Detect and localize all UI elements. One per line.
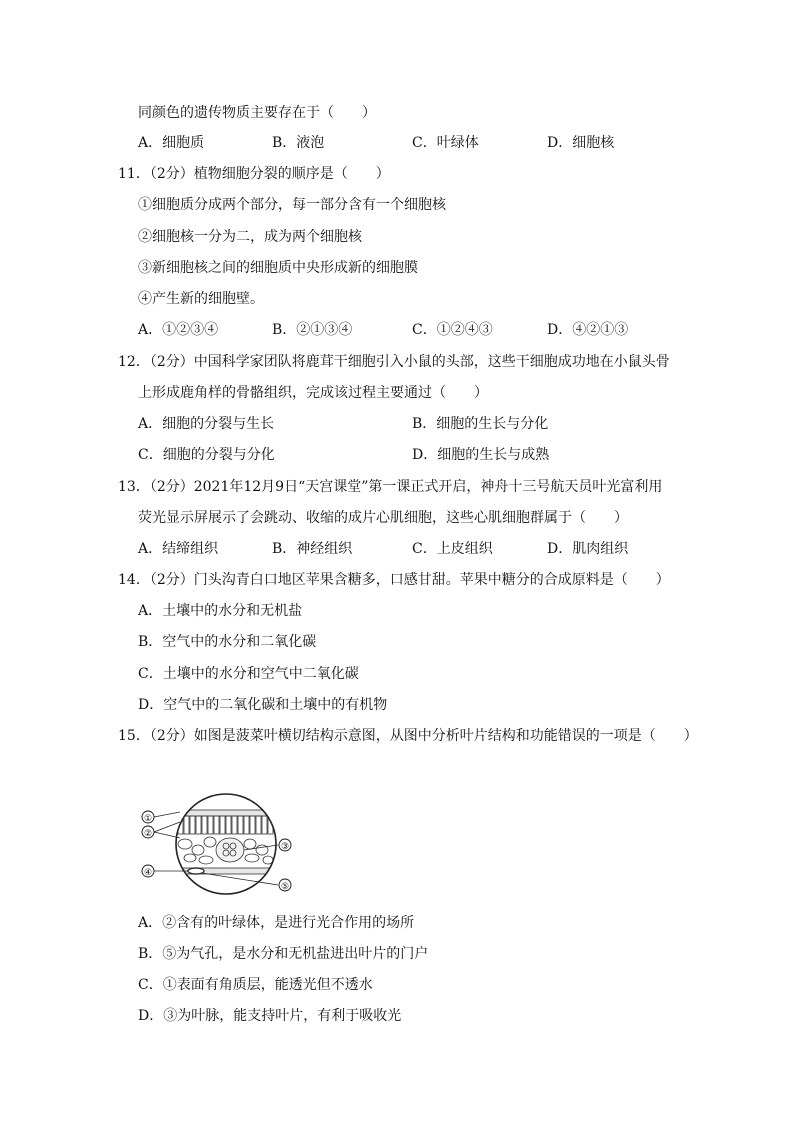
q13-stem-continuation: 荧光显示屏展示了会跳动、收缩的成片心肌细胞，这些心肌细胞群属于（ ） (138, 510, 628, 526)
q14-stem: 14．（2分）门头沟青白口地区苹果含糖多，口感甘甜。苹果中糖分的合成原料是（ ） (118, 572, 670, 588)
q13-option-d: D．肌肉组织 (547, 541, 629, 557)
q15-option-d: D．③为叶脉，能支持叶片，有利于吸收光 (138, 1008, 402, 1024)
q12-stem: 12．（2分）中国科学家团队将鹿茸干细胞引入小鼠的头部，这些干细胞成功地在小鼠头骨 (118, 354, 670, 370)
q10-option-c: C．叶绿体 (412, 135, 479, 151)
q13-stem: 13．（2分）2021年12月9日“天宫课堂”第一课正式开启，神舟十三号航天员叶光富利用 (118, 479, 663, 495)
diagram-label-5: ⑤ (280, 882, 290, 892)
q10-option-a: A．细胞质 (138, 135, 205, 151)
q14-option-d: D．空气中的二氧化碳和土壤中的有机物 (138, 697, 388, 713)
q11-step-2: ②细胞核一分为二，成为两个细胞核 (138, 229, 362, 245)
q13-option-b: B．神经组织 (272, 541, 353, 557)
diagram-label-3: ③ (280, 842, 290, 852)
q11-option-b: B．②①③④ (272, 322, 353, 338)
q10-option-b: B．液泡 (272, 135, 325, 151)
q13-option-a: A．结缔组织 (138, 541, 219, 557)
q11-option-d: D．④②①③ (547, 322, 629, 338)
q12-stem-continuation: 上形成鹿角样的骨骼组织，完成该过程主要通过（ ） (138, 385, 488, 401)
q12-option-d: D．细胞的生长与成熟 (412, 447, 550, 463)
leaf-cross-section-diagram (140, 792, 300, 900)
stoma (188, 868, 204, 874)
q11-option-a: A．①②③④ (138, 322, 219, 338)
q15-option-a: A．②含有的叶绿体，是进行光合作用的场所 (138, 915, 415, 931)
q13-option-c: C．上皮组织 (412, 541, 493, 557)
diagram-label-4: ④ (143, 868, 153, 878)
q11-step-4: ④产生新的细胞壁。 (138, 291, 264, 307)
q10-option-d: D．细胞核 (547, 135, 615, 151)
q12-option-a: A．细胞的分裂与生长 (138, 416, 275, 432)
palisade-layer (178, 816, 273, 834)
q12-option-c: C．细胞的分裂与分化 (138, 447, 275, 463)
q11-stem: 11．（2分）植物细胞分裂的顺序是（ ） (118, 166, 390, 182)
diagram-label-1: ① (143, 814, 153, 824)
q14-option-c: C．土壤中的水分和空气中二氧化碳 (138, 666, 359, 682)
q15-option-c: C．①表面有角质层，能透光但不透水 (138, 977, 373, 993)
q11-step-1: ①细胞质分成两个部分，每一部分含有一个细胞核 (138, 197, 446, 213)
q15-option-b: B．⑤为气孔，是水分和无机盐进出叶片的门户 (138, 946, 429, 962)
q11-option-c: C．①②④③ (412, 322, 493, 338)
vein (216, 838, 244, 862)
q15-stem: 15．（2分）如图是菠菜叶横切结构示意图，从图中分析叶片结构和功能错误的一项是（ ） (118, 728, 698, 744)
q14-option-b: B．空气中的水分和二氧化碳 (138, 634, 317, 650)
q11-step-3: ③新细胞核之间的细胞质中央形成新的细胞膜 (138, 260, 418, 276)
q10-stem-continuation: 同颜色的遗传物质主要存在于（ ） (138, 105, 376, 121)
q14-option-a: A．土壤中的水分和无机盐 (138, 603, 303, 619)
diagram-label-2: ② (143, 829, 153, 839)
q12-option-b: B．细胞的生长与分化 (412, 416, 549, 432)
